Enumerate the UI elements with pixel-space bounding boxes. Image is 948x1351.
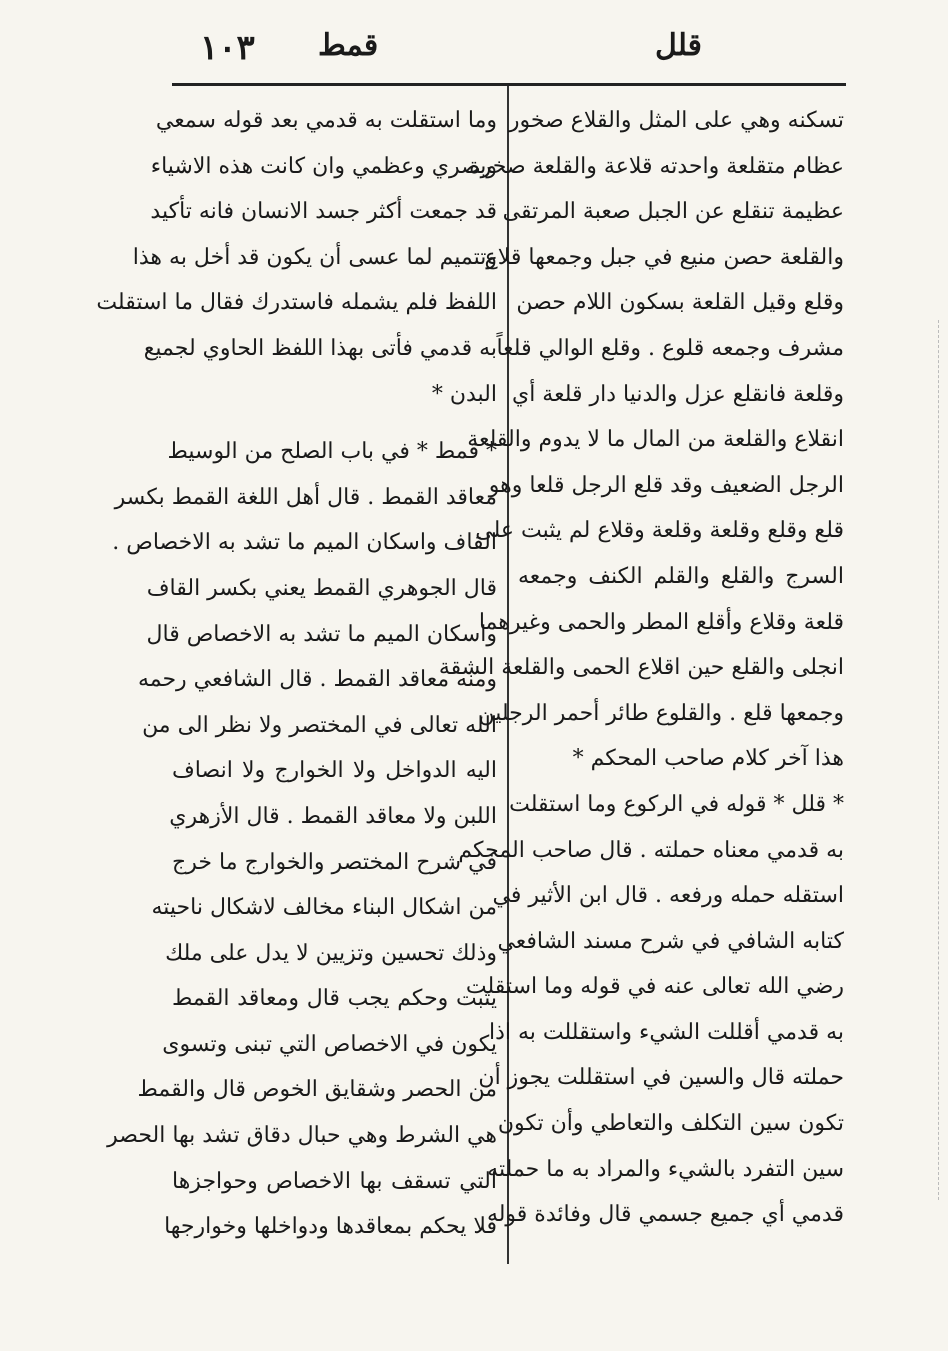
entry-gap bbox=[172, 417, 497, 429]
text-line: قدمي أي جميع جسمي قال وفائدة قوله bbox=[486, 1202, 844, 1228]
text-line: هذا آخر كلام صاحب المحكم * bbox=[572, 746, 844, 772]
text-line: التي تسقف بها الاخصاص وحواجزها bbox=[172, 1168, 497, 1194]
text-line: من الحصر وشقايق الخوص قال والقمط bbox=[137, 1077, 497, 1103]
text-line: قلعة وقلاع وأقلع المطر والحمى وغيرهما bbox=[478, 609, 844, 635]
text-line: الرجل الضعيف وقد قلع الرجل قلعا وهو bbox=[488, 472, 844, 498]
text-line: ومنه معاقد القمط . قال الشافعي رحمه bbox=[137, 667, 497, 693]
text-line: وتتميم لما عسى أن يكون قد أخل به هذا bbox=[132, 244, 497, 270]
text-line: وقلع وقيل القلعة بسكون اللام حصن bbox=[516, 290, 844, 316]
text-line: هي الشرط وهي حبال دقاق تشد بها الحصر bbox=[107, 1123, 497, 1149]
text-line: اللفظ فلم يشمله فاستدرك فقال ما استقلت bbox=[96, 290, 497, 316]
header-center-word: قمط bbox=[318, 28, 379, 63]
left-column bbox=[96, 98, 497, 1250]
text-line: قلع وقلع وقلعة وقلعة وقلاع لم يثبت على bbox=[475, 518, 844, 544]
text-line: من اشكال البناء مخالف لاشكال ناحيته bbox=[151, 895, 497, 921]
entry-heading-line: * قمط * في باب الصلح من الوسيط bbox=[167, 439, 497, 465]
text-line: به قدمي أقللت الشيء واستقللت به اذا bbox=[488, 1019, 844, 1045]
text-line: واسكان الميم ما تشد به الاخصاص قال bbox=[146, 621, 497, 647]
text-line: في شرح المختصر والخوارج ما خرج bbox=[172, 849, 497, 875]
text-line: وجمعها قلع . والقلوع طائر أحمر الرجلين bbox=[478, 700, 844, 726]
text-line: البدن * bbox=[431, 381, 497, 407]
text-line: رضي الله تعالى عنه في قوله وما استقلت bbox=[465, 974, 844, 1000]
text-line: استقله حمله ورفعه . قال ابن الأثير في bbox=[492, 883, 844, 909]
text-line: انقلاع والقلعة من المال ما لا يدوم والقلعة bbox=[467, 427, 844, 453]
text-line: وما استقلت به قدمي بعد قوله سمعي bbox=[155, 108, 497, 133]
scan-edge-mark bbox=[938, 320, 939, 1200]
entry-heading-line: * قلل * قوله في الركوع وما استقلت bbox=[509, 791, 844, 817]
text-line: انجلى والقلع حين اقلاع الحمى والقلعة الشقة bbox=[438, 655, 844, 681]
text-line: وبصري وعظمي وان كانت هذه الاشياء bbox=[150, 153, 497, 179]
text-line: حملته قال والسين في استقللت يجوز أن bbox=[478, 1065, 844, 1091]
text-line: سين التفرد بالشيء والمراد به ما حملته bbox=[487, 1156, 844, 1182]
text-line: تكون سين التكلف والتعاطي وأن تكون bbox=[497, 1111, 844, 1137]
page-number: ١٠٣ bbox=[200, 28, 255, 68]
text-line: فلا يحكم بمعاقدها ودواخلها وخوارجها bbox=[164, 1214, 497, 1240]
text-line: الله تعالى في المختصر ولا نظر الى من bbox=[142, 712, 497, 738]
text-line: والقلعة حصن منيع في جبل وجمعها قلاع bbox=[484, 244, 844, 270]
text-line: عظيمة تنقلع عن الجبل صعبة المرتقى bbox=[502, 199, 844, 225]
text-line: اليه الدواخل ولا الخوارج ولا انصاف bbox=[172, 758, 497, 784]
header-rule bbox=[172, 83, 846, 86]
text-line: قد جمعت أكثر جسد الانسان فانه تأكيد bbox=[150, 199, 497, 225]
text-line: يثبت وحكم يجب قال ومعاقد القمط bbox=[172, 986, 497, 1012]
text-line: وقلعة فانقلع عزل والدنيا دار قلعة أي bbox=[511, 381, 844, 407]
text-line: به قدمي معناه حملته . قال صاحب المحكم bbox=[458, 837, 844, 863]
text-line: كتابه الشافي في شرح مسند الشافعي bbox=[497, 928, 844, 954]
text-line: وذلك تحسين وتزيين لا يدل على ملك bbox=[165, 940, 497, 966]
header-right-word: قلل bbox=[655, 28, 702, 63]
text-line: عظام متقلعة واحدته قلاعة والقلعة صخرة bbox=[469, 153, 844, 179]
text-line: القاف واسكان الميم ما تشد به الاخصاص . bbox=[112, 530, 497, 556]
text-line: معاقد القمط . قال أهل اللغة القمط بكسر bbox=[114, 484, 497, 510]
text-line: به قدمي فأتى بهذا اللفظ الحاوي لجميع bbox=[143, 335, 497, 361]
text-line: السرج والقلع والقلم الكنف وجمعه bbox=[518, 563, 844, 589]
text-line: اللبن ولا معاقد القمط . قال الأزهري bbox=[169, 803, 497, 829]
text-line: يكون في الاخصاص التي تبنى وتسوى bbox=[162, 1031, 497, 1057]
text-line: قال الجوهري القمط يعني بكسر القاف bbox=[146, 575, 497, 601]
text-line: تسكنه وهي على المثل والقلاع صخور bbox=[508, 108, 844, 133]
text-line: مشرف وجمعه قلوع . وقلع الوالي قلعاً bbox=[496, 335, 844, 361]
